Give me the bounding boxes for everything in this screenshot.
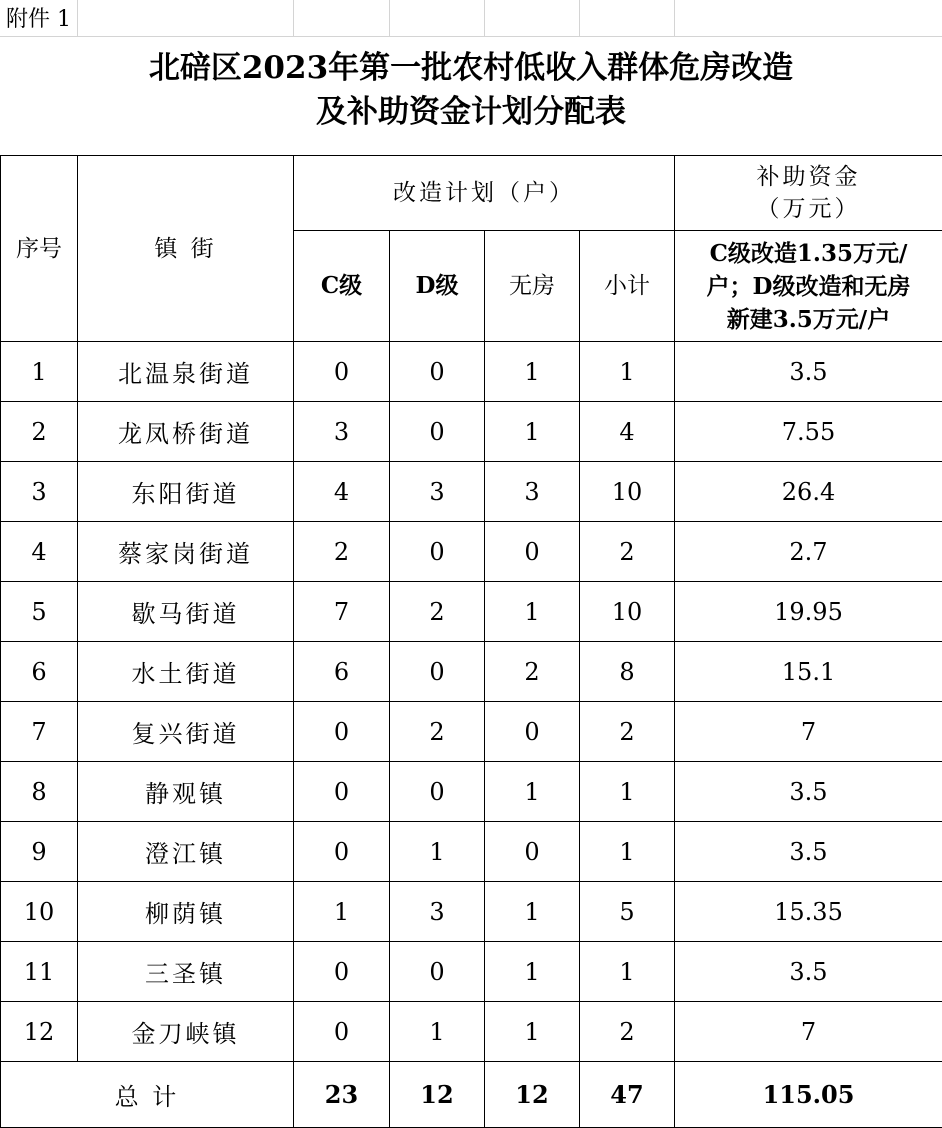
table-row <box>1 402 942 462</box>
subtotal-cell: 2 <box>580 1002 675 1062</box>
header-subsidy-fund-line2: （万元） <box>756 196 861 222</box>
gridline <box>484 0 485 36</box>
total-label: 总 计 <box>1 1062 294 1128</box>
seq-cell: 12 <box>1 1002 78 1062</box>
grade-d-cell: 0 <box>390 402 485 462</box>
total-fund: 115.05 <box>675 1062 942 1128</box>
no-house-cell: 0 <box>485 822 580 882</box>
subtotal-cell: 2 <box>580 522 675 582</box>
no-house-cell: 0 <box>485 522 580 582</box>
grade-c-cell: 1 <box>294 882 390 942</box>
no-house-cell: 1 <box>485 942 580 1002</box>
header-seq: 序号 <box>1 156 78 342</box>
table-row <box>1 822 942 882</box>
document-title <box>0 46 942 134</box>
attachment-label: 附件 1 <box>6 7 71 32</box>
fund-cell: 7.55 <box>675 402 942 462</box>
fund-note-line1: C级改造1.35万元/ <box>709 239 908 267</box>
fund-cell: 19.95 <box>675 582 942 642</box>
grade-c-cell: 4 <box>294 462 390 522</box>
seq-cell: 9 <box>1 822 78 882</box>
fund-cell: 15.1 <box>675 642 942 702</box>
fund-cell: 3.5 <box>675 762 942 822</box>
table-row <box>1 342 942 402</box>
town-cell: 柳荫镇 <box>78 882 294 942</box>
title-line-1: 北碚区2023年第一批农村低收入群体危房改造 <box>148 50 794 86</box>
grade-d-cell: 3 <box>390 462 485 522</box>
seq-cell: 1 <box>1 342 78 402</box>
subtotal-cell: 10 <box>580 462 675 522</box>
table-row <box>1 582 942 642</box>
grade-d-cell: 2 <box>390 582 485 642</box>
town-cell: 北温泉街道 <box>78 342 294 402</box>
seq-cell: 2 <box>1 402 78 462</box>
fund-note-line3: 新建3.5万元/户 <box>726 305 891 333</box>
total-row <box>1 1062 942 1128</box>
fund-cell: 2.7 <box>675 522 942 582</box>
no-house-cell: 1 <box>485 762 580 822</box>
total-no-house: 12 <box>485 1062 580 1128</box>
grade-c-cell: 0 <box>294 762 390 822</box>
town-cell: 复兴街道 <box>78 702 294 762</box>
grade-d-cell: 1 <box>390 1002 485 1062</box>
header-town: 镇 街 <box>78 156 294 342</box>
gridline <box>293 0 294 36</box>
town-cell: 金刀峡镇 <box>78 1002 294 1062</box>
no-house-cell: 1 <box>485 1002 580 1062</box>
town-cell: 歇马街道 <box>78 582 294 642</box>
subtotal-cell: 2 <box>580 702 675 762</box>
grade-d-cell: 0 <box>390 942 485 1002</box>
table-row <box>1 522 942 582</box>
table-row <box>1 942 942 1002</box>
gridline <box>579 0 580 36</box>
header-no-house: 无房 <box>485 231 580 342</box>
town-cell: 三圣镇 <box>78 942 294 1002</box>
fund-cell: 3.5 <box>675 822 942 882</box>
grade-d-cell: 1 <box>390 822 485 882</box>
gridline <box>77 0 78 36</box>
subtotal-cell: 8 <box>580 642 675 702</box>
town-cell: 东阳街道 <box>78 462 294 522</box>
grade-c-cell: 0 <box>294 942 390 1002</box>
seq-cell: 11 <box>1 942 78 1002</box>
no-house-cell: 1 <box>485 402 580 462</box>
allocation-table <box>0 155 942 1128</box>
grade-d-cell: 3 <box>390 882 485 942</box>
fund-cell: 26.4 <box>675 462 942 522</box>
grade-c-cell: 0 <box>294 822 390 882</box>
title-line-2: 及补助资金计划分配表 <box>316 94 626 130</box>
grade-c-cell: 2 <box>294 522 390 582</box>
gridline <box>389 0 390 36</box>
table-row <box>1 882 942 942</box>
grade-c-cell: 0 <box>294 342 390 402</box>
table-row <box>1 462 942 522</box>
fund-cell: 3.5 <box>675 942 942 1002</box>
total-grade-d: 12 <box>390 1062 485 1128</box>
no-house-cell: 1 <box>485 582 580 642</box>
grade-c-cell: 3 <box>294 402 390 462</box>
total-subtotal: 47 <box>580 1062 675 1128</box>
seq-cell: 6 <box>1 642 78 702</box>
fund-cell: 7 <box>675 1002 942 1062</box>
no-house-cell: 1 <box>485 882 580 942</box>
header-renovation-plan: 改造计划（户） <box>294 156 675 231</box>
subtotal-cell: 1 <box>580 762 675 822</box>
gridline <box>674 0 675 36</box>
subtotal-cell: 1 <box>580 822 675 882</box>
town-cell: 水土街道 <box>78 642 294 702</box>
table-row <box>1 702 942 762</box>
grade-d-cell: 0 <box>390 342 485 402</box>
town-cell: 蔡家岗街道 <box>78 522 294 582</box>
grade-c-cell: 0 <box>294 1002 390 1062</box>
seq-cell: 5 <box>1 582 78 642</box>
grade-c-cell: 7 <box>294 582 390 642</box>
header-subsidy-fund-line1: 补助资金 <box>756 164 861 190</box>
header-subsidy-fund <box>675 156 942 231</box>
no-house-cell: 1 <box>485 342 580 402</box>
table-row <box>1 1002 942 1062</box>
no-house-cell: 0 <box>485 702 580 762</box>
seq-cell: 4 <box>1 522 78 582</box>
total-grade-c: 23 <box>294 1062 390 1128</box>
header-grade-d: D级 <box>390 231 485 342</box>
grade-c-cell: 6 <box>294 642 390 702</box>
seq-cell: 7 <box>1 702 78 762</box>
header-subtotal: 小计 <box>580 231 675 342</box>
table-row <box>1 762 942 822</box>
subtotal-cell: 1 <box>580 942 675 1002</box>
subtotal-cell: 4 <box>580 402 675 462</box>
seq-cell: 10 <box>1 882 78 942</box>
subtotal-cell: 5 <box>580 882 675 942</box>
fund-cell: 3.5 <box>675 342 942 402</box>
grade-c-cell: 0 <box>294 702 390 762</box>
town-cell: 澄江镇 <box>78 822 294 882</box>
no-house-cell: 2 <box>485 642 580 702</box>
fund-note-line2: 户；D级改造和无房 <box>706 272 911 300</box>
no-house-cell: 3 <box>485 462 580 522</box>
town-cell: 龙凤桥街道 <box>78 402 294 462</box>
grade-d-cell: 0 <box>390 522 485 582</box>
grade-d-cell: 0 <box>390 642 485 702</box>
town-cell: 静观镇 <box>78 762 294 822</box>
subtotal-cell: 1 <box>580 342 675 402</box>
fund-cell: 15.35 <box>675 882 942 942</box>
header-grade-c: C级 <box>294 231 390 342</box>
seq-cell: 3 <box>1 462 78 522</box>
subtotal-cell: 10 <box>580 582 675 642</box>
seq-cell: 8 <box>1 762 78 822</box>
gridline <box>0 36 942 37</box>
grade-d-cell: 2 <box>390 702 485 762</box>
header-fund-note <box>675 231 942 342</box>
grade-d-cell: 0 <box>390 762 485 822</box>
fund-cell: 7 <box>675 702 942 762</box>
table-row <box>1 642 942 702</box>
